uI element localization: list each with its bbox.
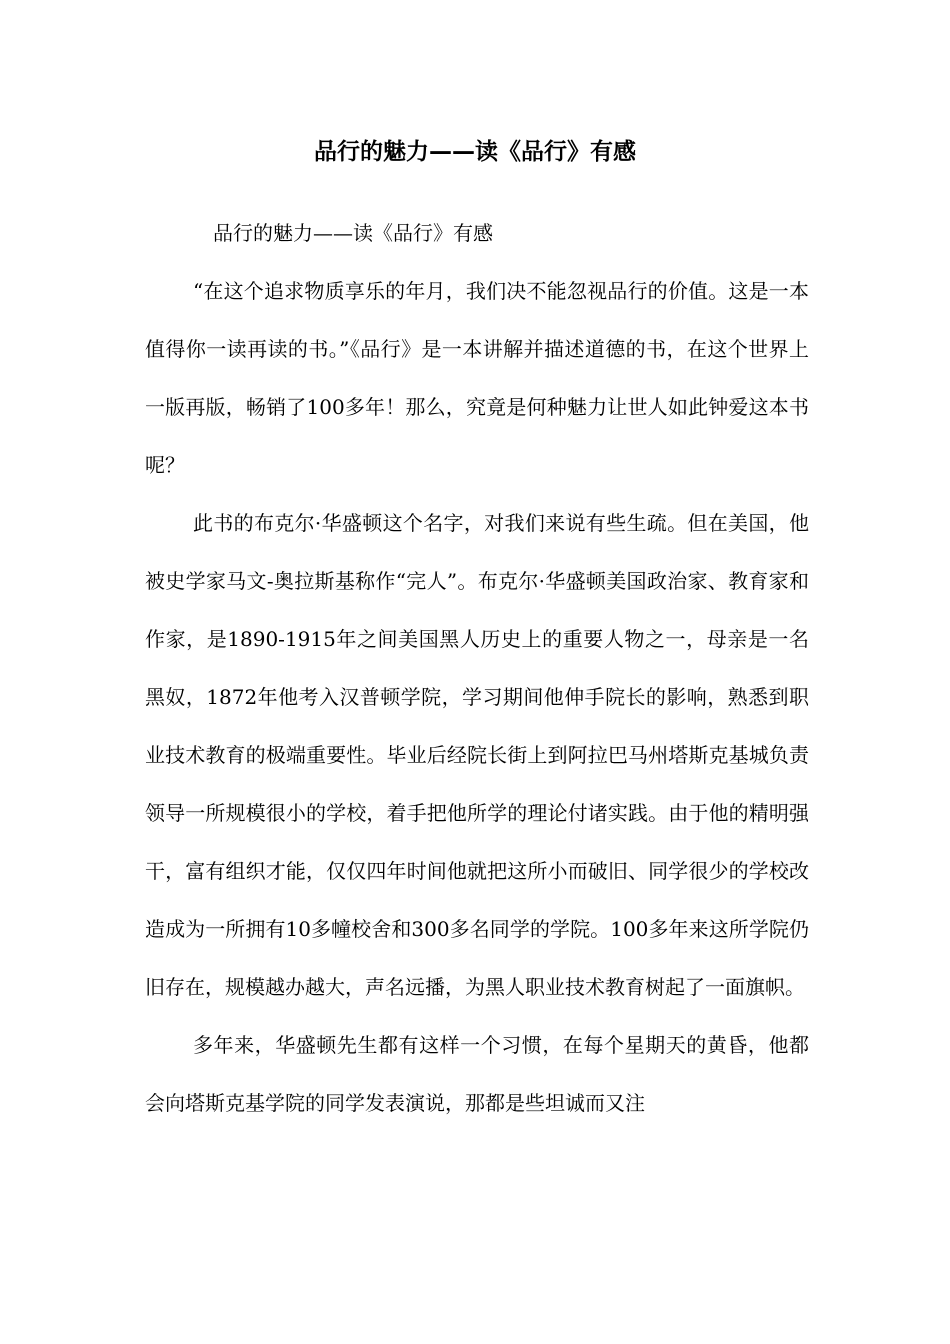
body-paragraph: 此书的布克尔·华盛顿这个名字，对我们来说有些生疏。但在美国，他被史学家马文-奥拉斯基称作“完人”。布克尔·华盛顿美国政治家、教育家和作家，是1890-1915年之间美国黑人历史上的重要人物之一，母亲是一名黑奴，1872年他考入汉普顿学院，学习期间他伸手院长的影响，熟悉到职业技术教育的极端重要性。毕业后经院长街上到阿拉巴马州塔斯克基城负责领导一所规模很小的学校，着手把他所学的理论付诸实践。由于他的精明强干，富有组织才能，仅仅四年时间他就把这所小而破旧、同学很少的学校改造成为一所拥有10多幢校舍和300多名同学的学院。100多年来这所学院仍旧存在，规模越办越大，声名远播，为黑人职业技术教育树起了一面旗帜。 xyxy=(145,511,809,999)
document-body xyxy=(145,204,809,1132)
body-paragraph: “在这个追求物质享乐的年月，我们决不能忽视品行的价值。这是一本值得你一读再读的书。”《品行》是一本讲解并描述道德的书，在这个世界上一版再版，畅销了100多年！那么，究竟是何种魅力让世人如此钟爱这本书呢？ xyxy=(145,279,809,477)
subtitle-paragraph: 品行的魅力——读《品行》有感 xyxy=(213,221,493,245)
document-title: 品行的魅力——读《品行》有感 xyxy=(314,139,636,165)
body-paragraph: 多年来，华盛顿先生都有这样一个习惯，在每个星期天的黄昏，他都会向塔斯克基学院的同学发表演说，那都是些坦诚而又注 xyxy=(145,1033,809,1115)
